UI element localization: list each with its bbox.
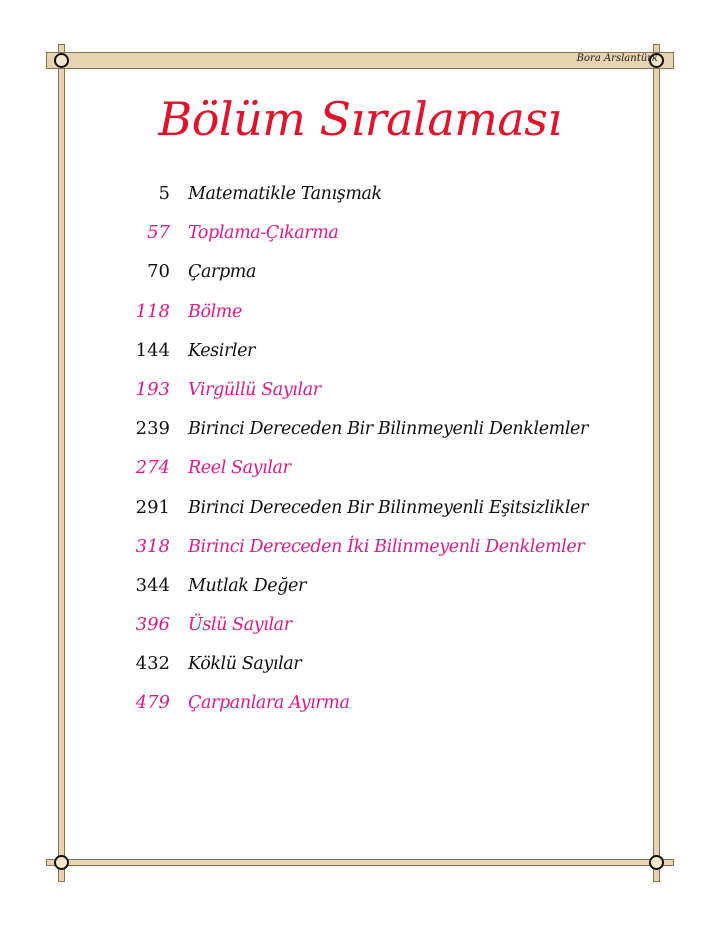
toc-entry[interactable] (100, 180, 620, 219)
toc-page-number: 396 (135, 614, 170, 636)
toc-chapter-title: Bölme (188, 301, 242, 322)
toc-page-number: 344 (135, 574, 170, 596)
toc-chapter-title: Birinci Dereceden Bir Bilinmeyenli Denklemler (188, 419, 588, 440)
toc-entry[interactable] (100, 219, 620, 258)
toc-chapter-title: Mutlak Değer (188, 575, 306, 596)
toc-entry[interactable] (100, 376, 620, 415)
toc-chapter-title: Reel Sayılar (188, 458, 291, 479)
frame-corner-knob (649, 855, 664, 870)
toc-page-number: 144 (135, 339, 170, 361)
toc-chapter-title: Çarpanlara Ayırma (188, 693, 350, 714)
toc-chapter-title: Köklü Sayılar (188, 654, 302, 675)
toc-entry[interactable] (100, 415, 620, 454)
frame-right-bar (653, 44, 660, 882)
author-name: Bora Arslantürk (576, 53, 658, 64)
toc-entry[interactable] (100, 689, 620, 728)
frame-corner-knob (54, 53, 69, 68)
toc-entry[interactable] (100, 650, 620, 689)
toc-chapter-title: Matematikle Tanışmak (188, 184, 382, 204)
toc-entry[interactable] (100, 611, 620, 650)
toc-entry[interactable] (100, 572, 620, 611)
toc-page-number: 239 (135, 418, 170, 440)
toc-page-number: 57 (147, 222, 170, 244)
toc-page-number: 479 (135, 692, 170, 714)
toc-page-number: 291 (135, 496, 170, 518)
frame-corner-knob (54, 855, 69, 870)
toc-entry[interactable] (100, 533, 620, 572)
toc-entry[interactable] (100, 298, 620, 337)
frame-bottom-bar (46, 859, 674, 866)
table-of-contents (100, 180, 620, 729)
toc-chapter-title: Virgüllü Sayılar (188, 379, 321, 400)
toc-chapter-title: Birinci Dereceden Bir Bilinmeyenli Eşitsizlikler (188, 497, 588, 518)
toc-entry[interactable] (100, 454, 620, 493)
toc-entry[interactable] (100, 337, 620, 376)
toc-page-number: 118 (135, 300, 170, 322)
frame-left-bar (58, 44, 65, 882)
toc-chapter-title: Kesirler (188, 340, 256, 361)
toc-chapter-title: Toplama-Çıkarma (188, 223, 339, 244)
toc-page-number: 318 (135, 535, 170, 557)
toc-page-number: 193 (135, 378, 170, 400)
toc-entry[interactable] (100, 494, 620, 533)
toc-page-number: 432 (135, 653, 170, 675)
toc-page-number: 5 (158, 183, 170, 204)
toc-chapter-title: Üslü Sayılar (188, 615, 292, 636)
toc-chapter-title: Birinci Dereceden İki Bilinmeyenli Denklemler (188, 536, 585, 557)
toc-entry[interactable] (100, 258, 620, 297)
page-title: Bölüm Sıralaması (158, 92, 562, 146)
toc-page-number: 274 (135, 457, 170, 479)
toc-chapter-title: Çarpma (188, 262, 257, 283)
toc-page-number: 70 (147, 261, 170, 283)
